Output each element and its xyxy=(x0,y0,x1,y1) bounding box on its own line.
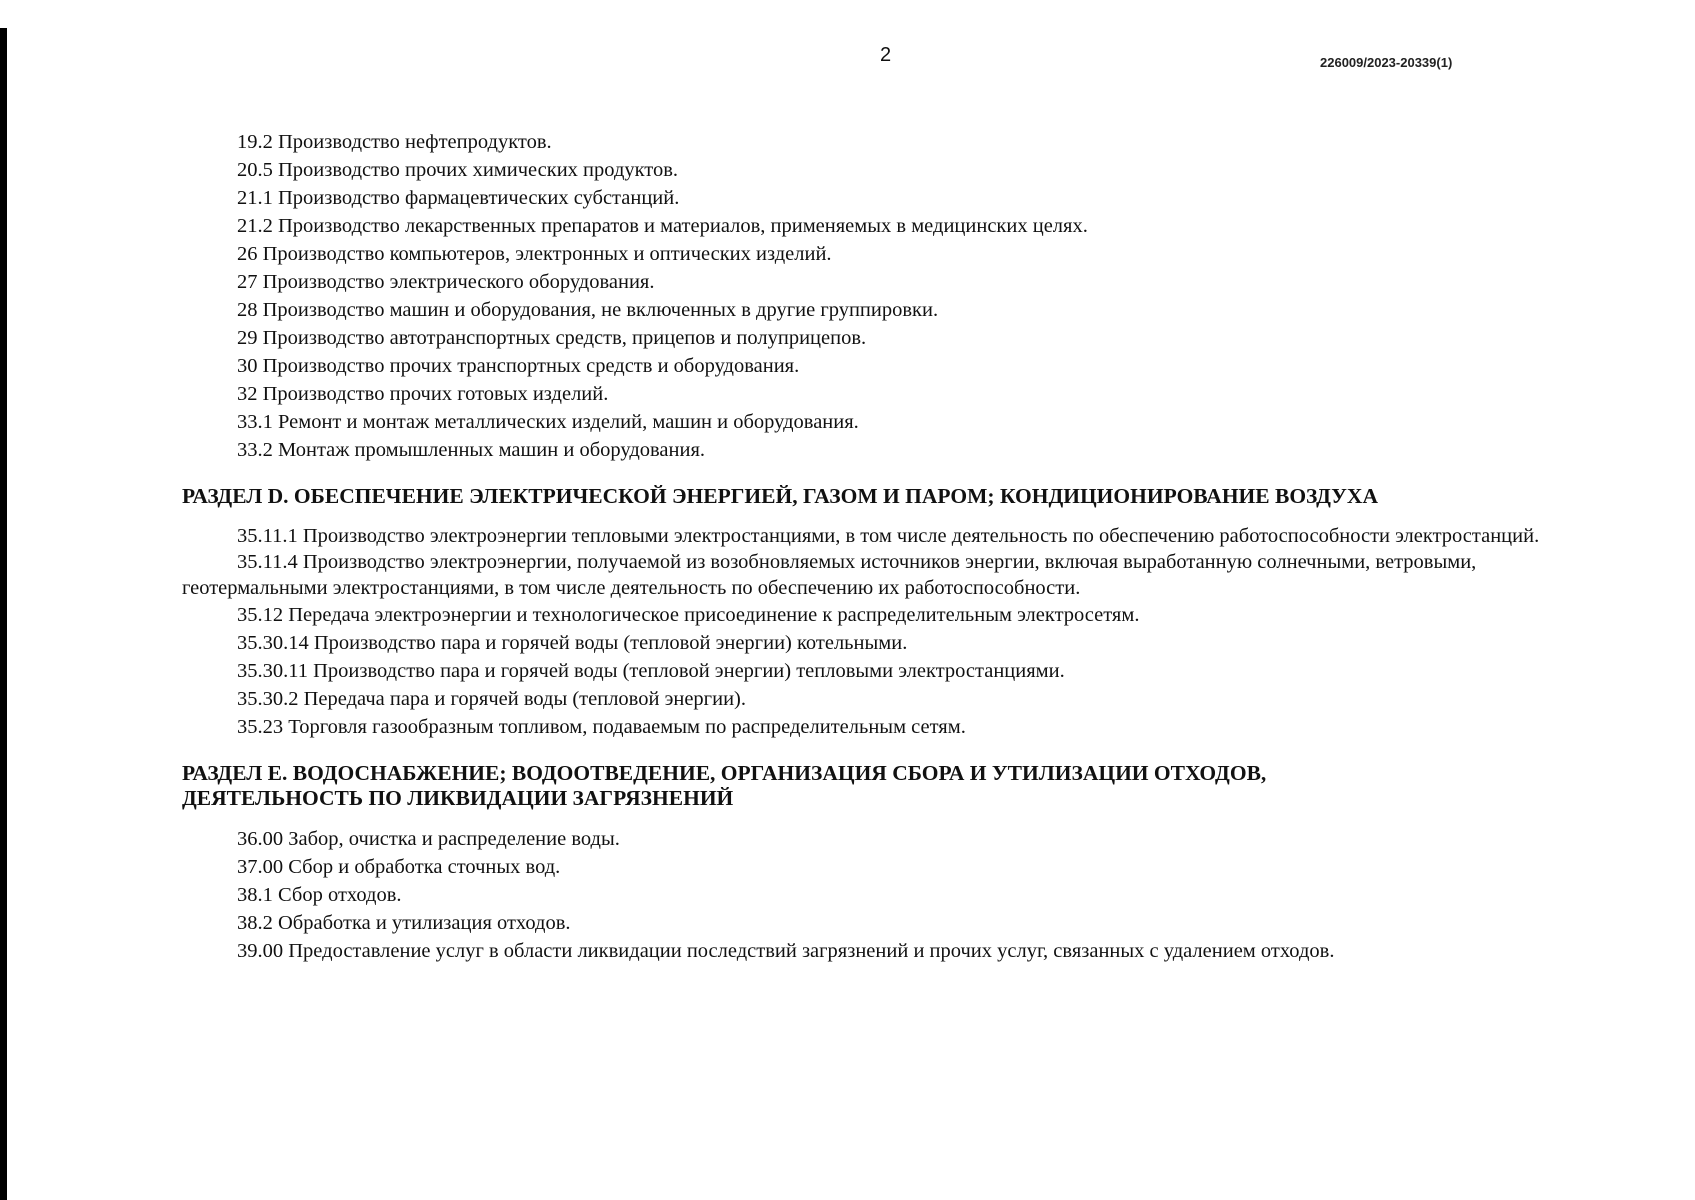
list-item: 21.2 Производство лекарственных препаратов и материалов, применяемых в медицинских целях. xyxy=(237,215,1088,237)
document-number: 226009/2023-20339(1) xyxy=(1320,55,1453,70)
list-item: 38.1 Сбор отходов. xyxy=(237,884,402,906)
section-d-heading xyxy=(182,484,1602,509)
list-item: 28 Производство машин и оборудования, не включенных в другие группировки. xyxy=(237,299,939,321)
section-e-heading xyxy=(182,761,1602,811)
list-item: 29 Производство автотранспортных средств, прицепов и полуприцепов. xyxy=(237,327,867,349)
page-number: 2 xyxy=(880,44,892,66)
list-item: 30 Производство прочих транспортных средств и оборудования. xyxy=(237,355,800,377)
heading-line: ДЕЯТЕЛЬНОСТЬ ПО ЛИКВИДАЦИИ ЗАГРЯЗНЕНИЙ xyxy=(182,786,734,810)
document-body xyxy=(182,128,1602,965)
list-item: 35.30.14 Производство пара и горячей воды (тепловой энергии) котельными. xyxy=(237,632,908,654)
list-item: 35.30.2 Передача пара и горячей воды (тепловой энергии). xyxy=(237,688,746,710)
scan-edge-bar xyxy=(0,28,7,1200)
list-item: 27 Производство электрического оборудования. xyxy=(237,271,655,293)
list-item: 36.00 Забор, очистка и распределение воды. xyxy=(237,828,620,850)
list-item: 32 Производство прочих готовых изделий. xyxy=(237,383,609,405)
list-item: 35.12 Передача электроэнергии и технологическое присоединение к распределительным электросетям. xyxy=(237,604,1140,626)
paragraph: 35.11.1 Производство электроэнергии тепловыми электростанциями, в том числе деятельность по обеспечению работоспособности электростанций. xyxy=(237,525,1540,547)
list-item: 19.2 Производство нефтепродуктов. xyxy=(237,131,552,153)
list-item: 26 Производство компьютеров, электронных и оптических изделий. xyxy=(237,243,832,265)
list-item: 33.1 Ремонт и монтаж металлических изделий, машин и оборудования. xyxy=(237,411,859,433)
section-d-list xyxy=(182,523,1602,741)
list-item: 33.2 Монтаж промышленных машин и оборудования. xyxy=(237,439,705,461)
heading-line: РАЗДЕЛ D. ОБЕСПЕЧЕНИЕ ЭЛЕКТРИЧЕСКОЙ ЭНЕРГИЕЙ, ГАЗОМ И ПАРОМ; КОНДИЦИОНИРОВАНИЕ ВОЗДУХА xyxy=(182,484,1378,508)
list-item: 37.00 Сбор и обработка сточных вод. xyxy=(237,856,561,878)
heading-line: РАЗДЕЛ E. ВОДОСНАБЖЕНИЕ; ВОДООТВЕДЕНИЕ, ОРГАНИЗАЦИЯ СБОРА И УТИЛИЗАЦИИ ОТХОДОВ, xyxy=(182,761,1267,785)
list-item: 35.30.11 Производство пара и горячей воды (тепловой энергии) тепловыми электростанциями. xyxy=(237,660,1065,682)
list-item: 21.1 Производство фармацевтических субстанций. xyxy=(237,187,680,209)
section-e-list xyxy=(182,825,1602,965)
list-item: 35.23 Торговля газообразным топливом, подаваемым по распределительным сетям. xyxy=(237,716,966,738)
list-item: 39.00 Предоставление услуг в области ликвидации последствий загрязнений и прочих услуг, связанных с удалением отходов. xyxy=(237,940,1335,962)
paragraph: 35.11.4 Производство электроэнергии, получаемой из возобновляемых источников энергии, включая выработанную солнечными, ветровыми, геотермальными электростанциями, в том числе деятельность по обеспечению их работоспособности. xyxy=(182,551,1477,599)
list-item: 20.5 Производство прочих химических продуктов. xyxy=(237,159,679,181)
list-item: 38.2 Обработка и утилизация отходов. xyxy=(237,912,571,934)
section-c-list xyxy=(182,128,1602,464)
scan-edge-mark xyxy=(0,28,4,58)
